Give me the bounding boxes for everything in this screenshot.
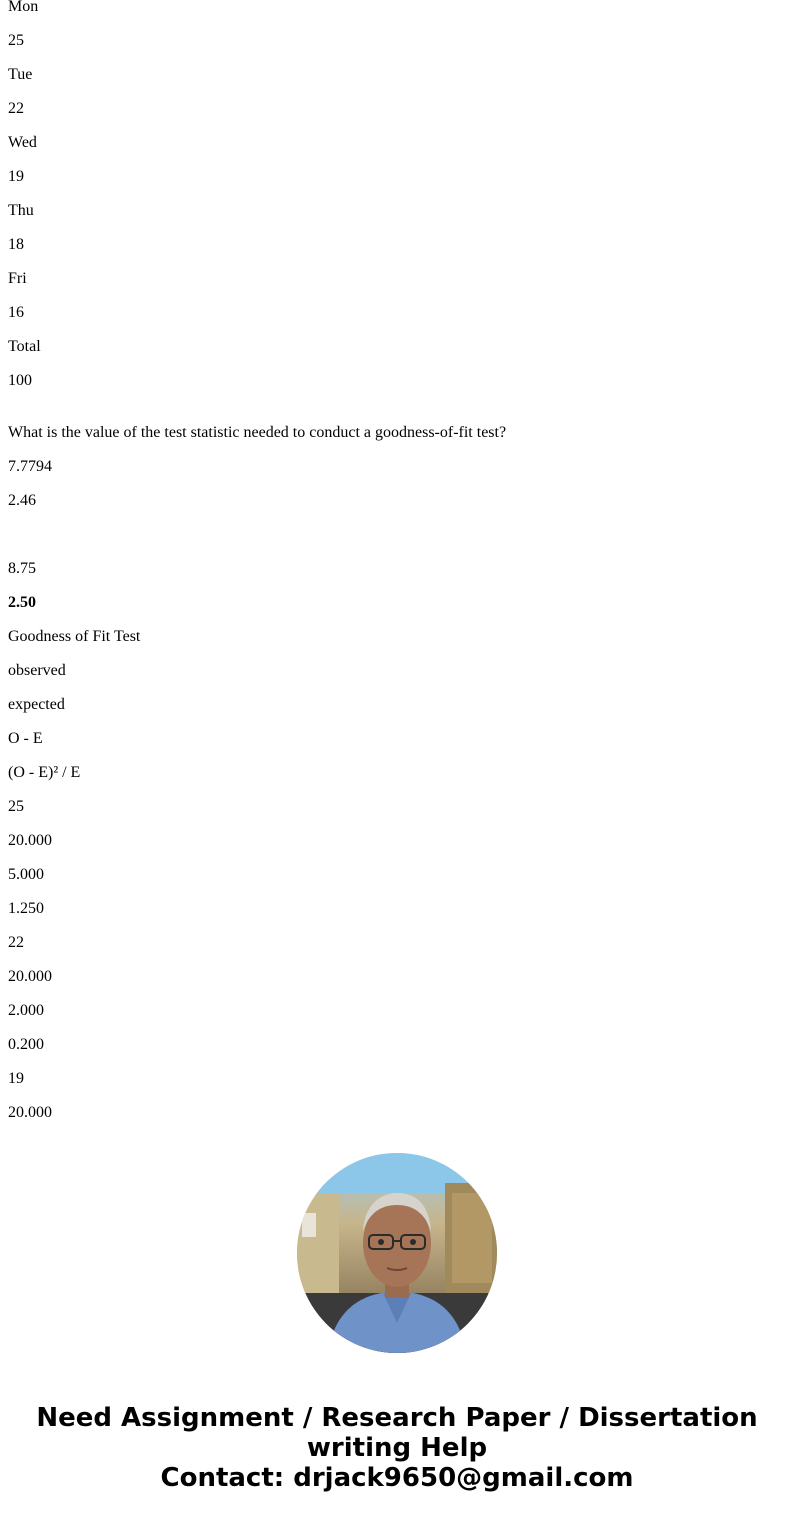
gof-header-expected: expected [8, 696, 65, 713]
option-c: 8.75 [8, 560, 36, 577]
gof-row1-chi-component: 1.250 [8, 900, 44, 917]
option-a: 7.7794 [8, 458, 52, 475]
gof-row3-expected: 20.000 [8, 1104, 52, 1121]
gof-row1-o-minus-e: 5.000 [8, 866, 44, 883]
gof-row3-observed: 19 [8, 1070, 24, 1087]
gof-row2-chi-component: 0.200 [8, 1036, 44, 1053]
gof-row1-observed: 25 [8, 798, 24, 815]
gof-title: Goodness of Fit Test [8, 628, 141, 645]
gof-header-observed: observed [8, 662, 66, 679]
gof-row2-observed: 22 [8, 934, 24, 951]
day-count-tue: 22 [8, 100, 24, 117]
day-count-mon: 25 [8, 32, 24, 49]
day-label-tue: Tue [8, 66, 33, 83]
document-body [8, 0, 786, 1130]
promo-line-2: writing Help [306, 1433, 488, 1463]
total-count: 100 [8, 372, 32, 389]
day-label-mon: Mon [8, 0, 39, 15]
gof-row2-o-minus-e: 2.000 [8, 1002, 44, 1019]
promo-line-1: Need Assignment / Research Paper / Dissertation [36, 1403, 758, 1433]
day-label-thu: Thu [8, 202, 34, 219]
total-label: Total [8, 338, 41, 355]
gof-row2-expected: 20.000 [8, 968, 52, 985]
promo-contact: Contact: drjack9650@gmail.com [160, 1463, 634, 1493]
day-count-fri: 16 [8, 304, 24, 321]
promo-banner [0, 1403, 794, 1493]
day-count-wed: 19 [8, 168, 24, 185]
gof-header-chi-component: (O - E)² / E [8, 764, 81, 781]
day-count-thu: 18 [8, 236, 24, 253]
option-b: 2.46 [8, 492, 36, 509]
gof-row1-expected: 20.000 [8, 832, 52, 849]
gof-header-o-minus-e: O - E [8, 730, 43, 747]
day-label-wed: Wed [8, 134, 37, 151]
author-avatar [297, 1153, 497, 1353]
question-text: What is the value of the test statistic needed to conduct a goodness-of-fit test? [8, 424, 507, 441]
correct-answer: 2.50 [8, 594, 36, 611]
day-label-fri: Fri [8, 270, 27, 287]
